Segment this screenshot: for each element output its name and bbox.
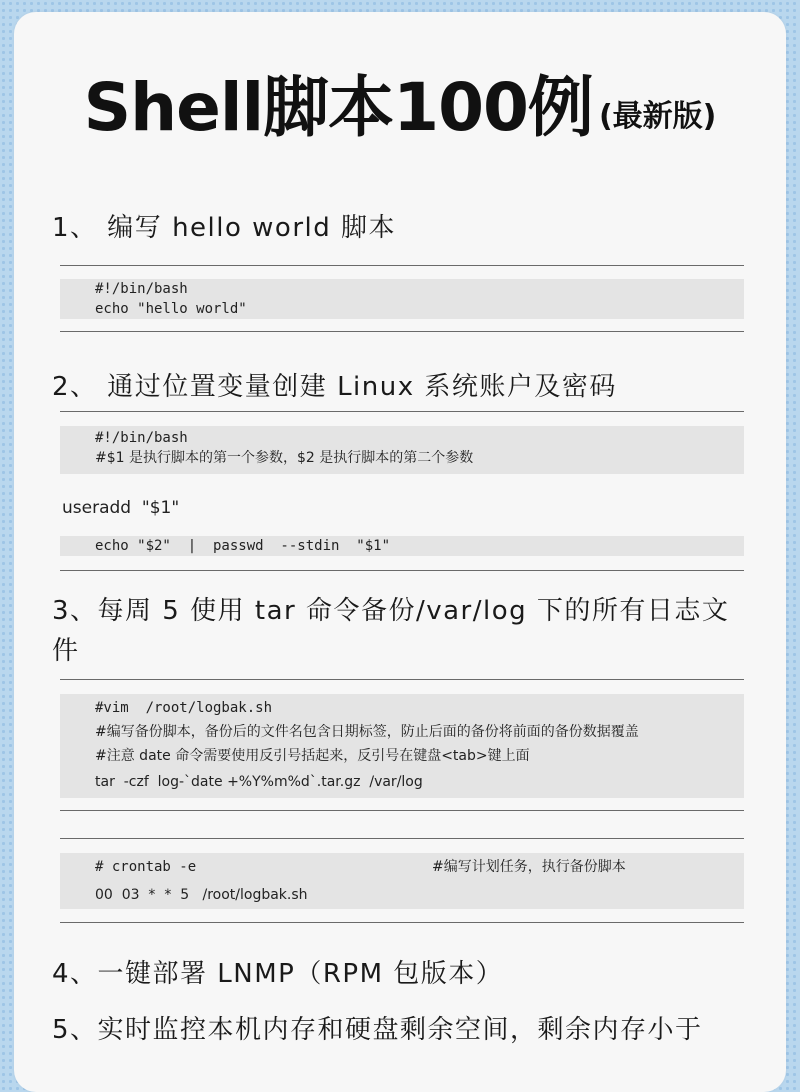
section-1-code — [60, 279, 744, 319]
code-line: # crontab -e — [95, 859, 197, 875]
code-line: echo "hello world" — [95, 301, 247, 317]
crontab-code — [60, 853, 744, 909]
crontab-comment: #编写计划任务，执行备份脚本 — [432, 859, 626, 875]
section-2-rule-bottom — [60, 570, 744, 571]
code-line: #注意 date 命令需要使用反引号括起来，反引号在键盘<tab>键上面 — [95, 748, 530, 764]
section-2-code-2 — [60, 536, 744, 556]
section-3-rule-mid-1 — [60, 810, 744, 811]
section-2-code — [60, 426, 744, 474]
section-3-rule-mid-2 — [60, 838, 744, 839]
code-line: #!/bin/bash — [95, 281, 188, 297]
code-line: 00 03 * * 5 /root/logbak.sh — [95, 887, 308, 903]
page-title — [0, 54, 800, 149]
code-line: tar -czf log-`date +%Y%m%d`.tar.gz /var/log — [95, 774, 423, 790]
code-line: #!/bin/bash — [95, 430, 188, 446]
section-5-heading: 5、实时监控本机内存和硬盘剩余空间，剩余内存小于 — [52, 1015, 703, 1045]
section-2-heading: 2、 通过位置变量创建 Linux 系统账户及密码 — [52, 372, 617, 402]
section-2-rule-top — [60, 411, 744, 412]
section-3-rule-top — [60, 679, 744, 680]
useradd-line: useradd "$1" — [62, 498, 180, 518]
section-3-code — [60, 694, 744, 798]
section-1-rule-bottom — [60, 331, 744, 332]
title-edition: (最新版) — [598, 99, 717, 134]
section-1-heading: 1、 编写 hello world 脚本 — [52, 213, 397, 243]
section-4-heading: 4、一键部署 LNMP（RPM 包版本） — [52, 959, 504, 989]
section-3-rule-bottom — [60, 922, 744, 923]
code-line: #$1 是执行脚本的第一个参数，$2 是执行脚本的第二个参数 — [95, 450, 474, 466]
code-line: #编写备份脚本，备份后的文件名包含日期标签，防止后面的备份将前面的备份数据覆盖 — [95, 724, 639, 740]
code-line: #vim /root/logbak.sh — [95, 700, 273, 716]
code-line: echo "$2" | passwd --stdin "$1" — [95, 538, 391, 554]
title-main: Shell脚本100例 — [83, 69, 593, 146]
section-1-rule-top — [60, 265, 744, 266]
section-3-heading: 3、每周 5 使用 tar 命令备份/var/log 下的所有日志文件 — [52, 596, 730, 666]
